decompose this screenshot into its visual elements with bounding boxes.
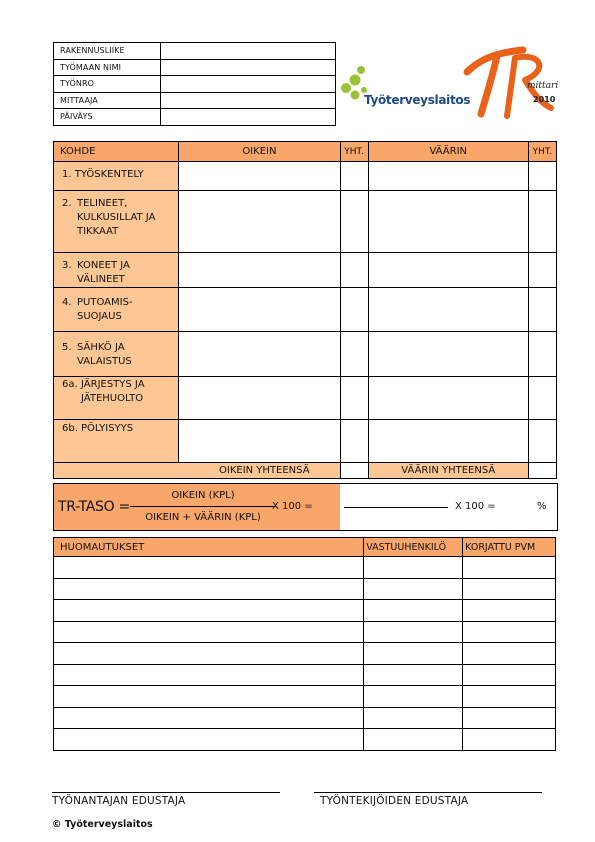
oikein-cell[interactable] bbox=[179, 420, 340, 463]
tr-logo-mark bbox=[463, 44, 559, 124]
remark-cell[interactable] bbox=[54, 686, 364, 708]
remarks-row bbox=[54, 686, 556, 708]
vaarin-header: VÄÄRIN bbox=[368, 142, 528, 162]
responsible-cell[interactable] bbox=[364, 643, 463, 665]
info-value-field[interactable] bbox=[161, 109, 336, 126]
vaarin-cell[interactable] bbox=[368, 162, 528, 191]
tyoterveyslaitos-text: Työterveyslaitos bbox=[364, 93, 471, 107]
responsible-cell[interactable] bbox=[364, 621, 463, 643]
category-label: TYÖSKENTELY bbox=[74, 169, 144, 180]
responsible-cell[interactable] bbox=[364, 600, 463, 622]
date-cell[interactable] bbox=[463, 557, 556, 579]
remarks-header-row bbox=[54, 538, 556, 557]
date-cell[interactable] bbox=[463, 729, 556, 751]
info-row bbox=[54, 109, 336, 126]
tyoterveyslaitos-logo bbox=[338, 64, 471, 110]
oikein-header: OIKEIN bbox=[179, 142, 340, 162]
oikein-total-cell[interactable] bbox=[340, 162, 368, 191]
responsible-cell[interactable] bbox=[364, 729, 463, 751]
date-cell[interactable] bbox=[463, 643, 556, 665]
tr-taso-box bbox=[53, 483, 558, 531]
evaluation-row bbox=[54, 253, 557, 288]
info-row bbox=[54, 76, 336, 93]
date-cell[interactable] bbox=[463, 621, 556, 643]
vaarin-cell[interactable] bbox=[368, 377, 528, 420]
vaarin-total-cell[interactable] bbox=[528, 162, 556, 191]
remark-cell[interactable] bbox=[54, 707, 364, 729]
remarks-row bbox=[54, 729, 556, 751]
employees-signature-line[interactable] bbox=[314, 792, 542, 793]
vastuuhenkilo-header: VASTUUHENKILÖ bbox=[364, 538, 463, 557]
vaarin-total-cell[interactable] bbox=[528, 253, 556, 288]
remarks-row bbox=[54, 621, 556, 643]
info-value-field[interactable] bbox=[161, 43, 336, 60]
oikein-total-cell[interactable] bbox=[340, 377, 368, 420]
info-label: MITTAAJA bbox=[54, 92, 161, 109]
oikein-total-cell[interactable] bbox=[340, 191, 368, 253]
tr-year: 2010 bbox=[533, 95, 556, 104]
category-label: PÖLYISYYS bbox=[81, 423, 134, 434]
oikein-cell[interactable] bbox=[179, 191, 340, 253]
info-row bbox=[54, 92, 336, 109]
category-label: TELINEET, KULKUSILLAT JA TIKKAAT bbox=[77, 198, 156, 237]
category-cell bbox=[54, 377, 179, 420]
korjattu-pvm-header: KORJATTU PVM bbox=[463, 538, 556, 557]
oikein-cell[interactable] bbox=[179, 332, 340, 377]
remarks-row bbox=[54, 664, 556, 686]
oikein-cell[interactable] bbox=[179, 253, 340, 288]
info-label: PÄIVÄYS bbox=[54, 109, 161, 126]
date-cell[interactable] bbox=[463, 664, 556, 686]
tr-signature: mittari bbox=[527, 81, 559, 91]
formula-multiplier: X 100 = bbox=[272, 501, 313, 512]
vaarin-total-cell[interactable] bbox=[528, 332, 556, 377]
category-label: KONEET JA VÄLINEET bbox=[77, 260, 130, 285]
oikein-cell[interactable] bbox=[179, 377, 340, 420]
oikein-grand-total-cell[interactable] bbox=[340, 463, 368, 479]
copyright-footer: © Työterveyslaitos bbox=[52, 819, 153, 830]
oikein-cell[interactable] bbox=[179, 288, 340, 332]
vaarin-total-label: VÄÄRIN YHTEENSÄ bbox=[368, 463, 528, 479]
category-num: 5. bbox=[62, 342, 72, 353]
responsible-cell[interactable] bbox=[364, 664, 463, 686]
site-info-table bbox=[53, 42, 336, 126]
kohde-header: KOHDE bbox=[54, 142, 179, 162]
remark-cell[interactable] bbox=[54, 578, 364, 600]
category-num: 4. bbox=[62, 297, 72, 308]
category-num: 2. bbox=[62, 198, 72, 209]
responsible-cell[interactable] bbox=[364, 686, 463, 708]
vaarin-grand-total-cell[interactable] bbox=[528, 463, 556, 479]
remark-cell[interactable] bbox=[54, 621, 364, 643]
vaarin-total-cell[interactable] bbox=[528, 377, 556, 420]
employer-signature-line[interactable] bbox=[52, 792, 280, 793]
result-multiplier: X 100 = bbox=[455, 501, 496, 512]
vaarin-cell[interactable] bbox=[368, 253, 528, 288]
category-cell bbox=[54, 420, 179, 463]
oikein-total-label: OIKEIN YHTEENSÄ bbox=[54, 463, 341, 479]
date-cell[interactable] bbox=[463, 707, 556, 729]
employees-signature-label: TYÖNTEKIJÖIDEN EDUSTAJA bbox=[320, 795, 469, 807]
evaluation-header-row bbox=[54, 142, 557, 162]
remarks-row bbox=[54, 707, 556, 729]
info-row bbox=[54, 59, 336, 76]
remarks-row bbox=[54, 578, 556, 600]
info-label: RAKENNUSLIIKE bbox=[54, 43, 161, 60]
tr-taso-label: TR-TASO = bbox=[58, 499, 130, 515]
category-num: 6a. bbox=[62, 379, 78, 390]
formula-fraction-line bbox=[130, 506, 276, 507]
category-cell bbox=[54, 191, 179, 253]
totals-row bbox=[54, 463, 557, 479]
remark-cell[interactable] bbox=[54, 557, 364, 579]
huomautukset-header: HUOMAUTUKSET bbox=[54, 538, 364, 557]
oikein-cell[interactable] bbox=[179, 162, 340, 191]
oikein-total-cell[interactable] bbox=[340, 253, 368, 288]
category-cell bbox=[54, 332, 179, 377]
info-label: TYÖNRO bbox=[54, 76, 161, 93]
remarks-row bbox=[54, 643, 556, 665]
responsible-cell[interactable] bbox=[364, 707, 463, 729]
date-cell[interactable] bbox=[463, 686, 556, 708]
oikein-total-cell[interactable] bbox=[340, 332, 368, 377]
remarks-row bbox=[54, 600, 556, 622]
formula-numerator: OIKEIN (KPL) bbox=[171, 490, 235, 501]
remark-cell[interactable] bbox=[54, 729, 364, 751]
info-value-field[interactable] bbox=[161, 76, 336, 93]
formula-denominator: OIKEIN + VÄÄRIN (KPL) bbox=[145, 512, 261, 523]
vaarin-total-cell[interactable] bbox=[528, 420, 556, 463]
category-cell bbox=[54, 288, 179, 332]
remarks-table bbox=[53, 537, 556, 751]
evaluation-row bbox=[54, 332, 557, 377]
category-label: SÄHKÖ JA VALAISTUS bbox=[77, 342, 132, 367]
remarks-row bbox=[54, 557, 556, 579]
category-num: 6b. bbox=[62, 423, 78, 434]
evaluation-row bbox=[54, 377, 557, 420]
oikein-total-cell[interactable] bbox=[340, 420, 368, 463]
info-row bbox=[54, 43, 336, 60]
category-num: 3. bbox=[62, 260, 72, 271]
vaarin-total-cell[interactable] bbox=[528, 191, 556, 253]
category-label: PUTOAMIS-SUOJAUS bbox=[77, 297, 133, 322]
oikein-total-cell[interactable] bbox=[340, 288, 368, 332]
tr-logo bbox=[463, 44, 559, 124]
remark-cell[interactable] bbox=[54, 600, 364, 622]
remark-cell[interactable] bbox=[54, 643, 364, 665]
date-cell[interactable] bbox=[463, 600, 556, 622]
evaluation-row bbox=[54, 191, 557, 253]
evaluation-row bbox=[54, 288, 557, 332]
evaluation-table bbox=[53, 141, 557, 479]
responsible-cell[interactable] bbox=[364, 557, 463, 579]
employer-signature-label: TYÖNANTAJAN EDUSTAJA bbox=[52, 795, 186, 807]
date-cell[interactable] bbox=[463, 578, 556, 600]
yht-header-1: YHT. bbox=[340, 142, 368, 162]
category-cell bbox=[54, 162, 179, 191]
percent-sign: % bbox=[537, 501, 547, 512]
vaarin-total-cell[interactable] bbox=[528, 288, 556, 332]
vaarin-cell[interactable] bbox=[368, 288, 528, 332]
info-value-field[interactable] bbox=[161, 92, 336, 109]
vaarin-cell[interactable] bbox=[368, 332, 528, 377]
category-num: 1. bbox=[62, 169, 72, 180]
responsible-cell[interactable] bbox=[364, 578, 463, 600]
evaluation-row bbox=[54, 420, 557, 463]
category-cell bbox=[54, 253, 179, 288]
remark-cell[interactable] bbox=[54, 664, 364, 686]
vaarin-cell[interactable] bbox=[368, 191, 528, 253]
result-fraction-line[interactable] bbox=[344, 507, 448, 508]
info-label: TYÖMAAN NIMI bbox=[54, 59, 161, 76]
info-value-field[interactable] bbox=[161, 59, 336, 76]
yht-header-2: YHT. bbox=[528, 142, 556, 162]
vaarin-cell[interactable] bbox=[368, 420, 528, 463]
evaluation-row bbox=[54, 162, 557, 191]
category-label: JÄRJESTYS JA JÄTEHUOLTO bbox=[81, 379, 145, 404]
